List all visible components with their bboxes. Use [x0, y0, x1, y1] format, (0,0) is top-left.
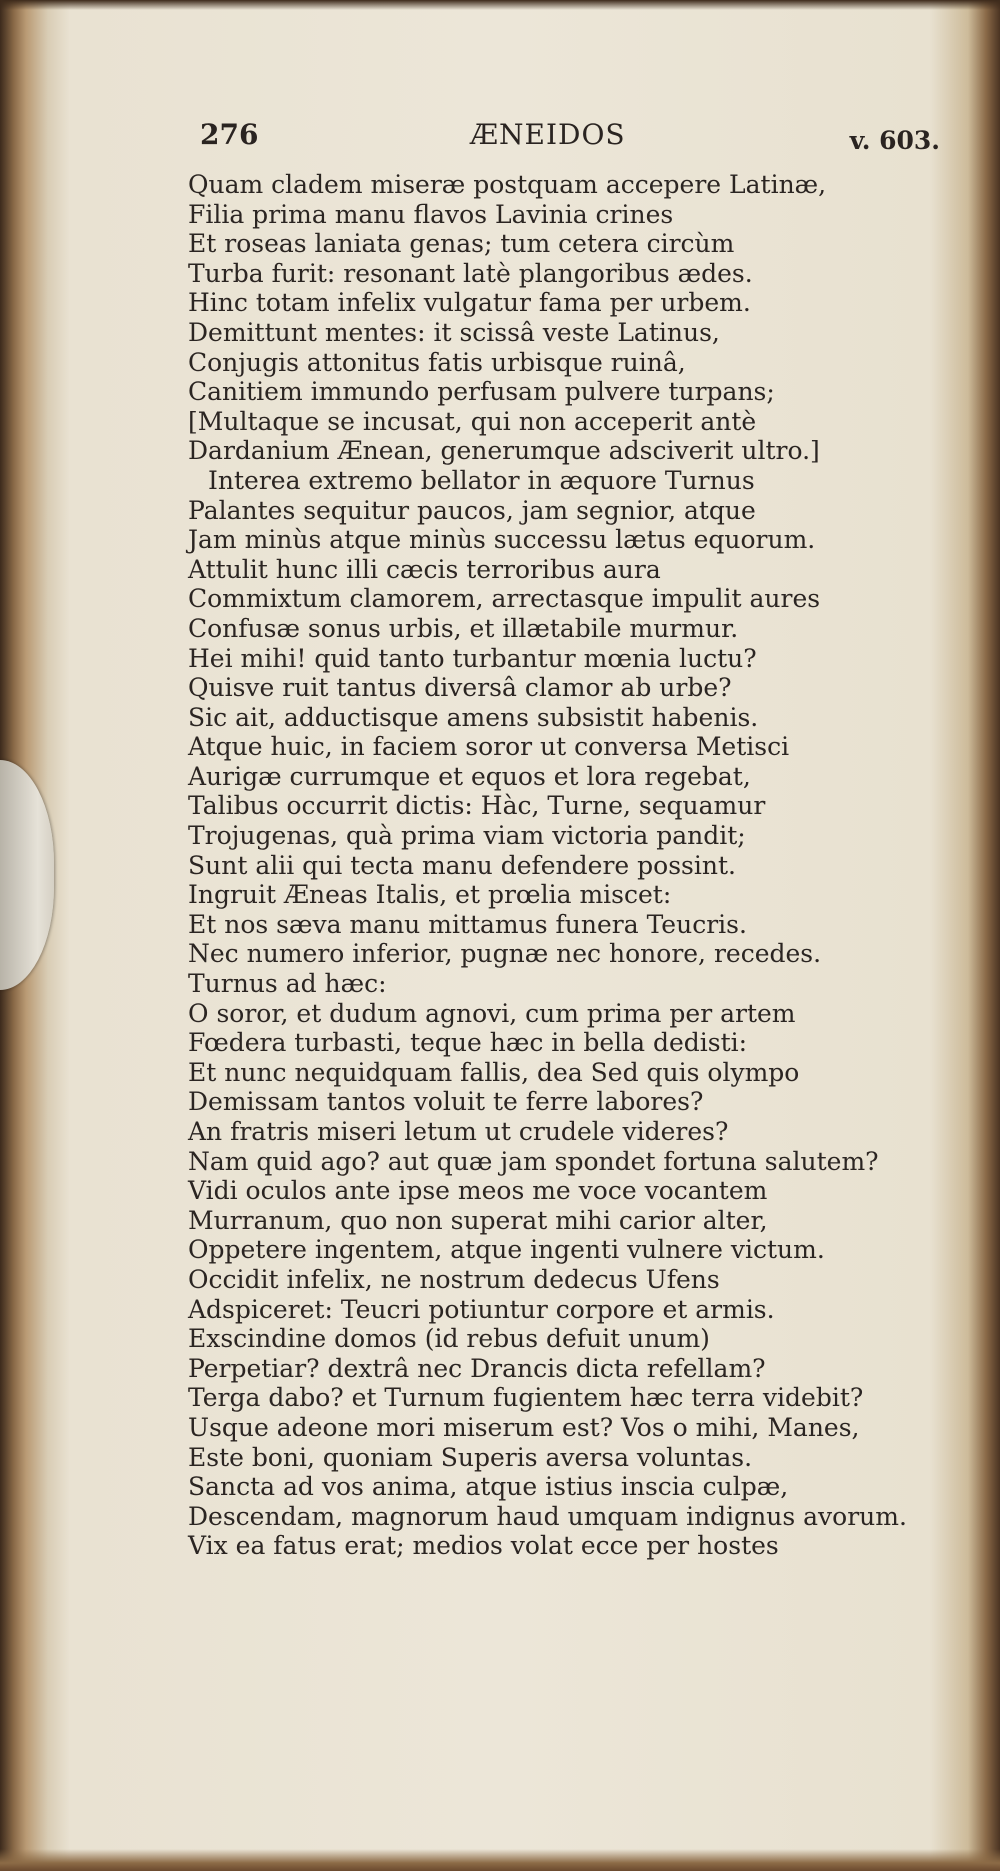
verse-line: Atque huic, in faciem soror ut conversa Metisci	[188, 732, 790, 762]
verse-line: Demissam tantos voluit te ferre labores?	[188, 1087, 704, 1117]
verse-line: Sancta ad vos anima, atque istius inscia culpæ,	[188, 1472, 789, 1502]
verse-line: Descendam, magnorum haud umquam indignus avorum.	[188, 1501, 907, 1531]
verse-line: Talibus occurrit dictis: Hàc, Turne, sequamur	[188, 791, 766, 821]
verse-line: Oppetere ingentem, atque ingenti vulnere victum.	[188, 1235, 825, 1265]
page-number: 276	[200, 118, 259, 151]
verse-line: Nec numero inferior, pugnæ nec honore, recedes.	[188, 939, 822, 969]
running-title: ÆNEIDOS	[470, 118, 626, 151]
verse-line: Demittunt mentes: it scissâ veste Latinus,	[188, 317, 720, 347]
verse-line: Hinc totam infelix vulgatur fama per urbem.	[188, 288, 751, 318]
verse-line: Interea extremo bellator in æquore Turnus	[208, 465, 755, 495]
verse-line: Attulit hunc illi cæcis terroribus aura	[188, 554, 661, 584]
verse-line: Hei mihi! quid tanto turbantur mœnia luctu?	[188, 643, 757, 673]
verse-line: Quisve ruit tantus diversâ clamor ab urbe?	[188, 673, 732, 703]
verse-line: Et nunc nequidquam fallis, dea Sed quis olympo	[188, 1057, 800, 1087]
page-top-edge	[0, 0, 1000, 10]
verse-line: Vidi oculos ante ipse meos me voce vocantem	[188, 1176, 768, 1206]
verse-line: Turba furit: resonant latè plangoribus ædes.	[188, 258, 753, 288]
verse-line: O soror, et dudum agnovi, cum prima per artem	[188, 998, 796, 1028]
verse-line: Conjugis attonitus fatis urbisque ruinâ,	[188, 347, 686, 377]
verse-line: Trojugenas, quà prima viam victoria pandit;	[188, 821, 746, 851]
verse-line: Sic ait, adductisque amens subsistit habenis.	[188, 702, 759, 732]
verse-line: Este boni, quoniam Superis aversa voluntas.	[188, 1442, 753, 1472]
verse-line: Murranum, quo non superat mihi carior alter,	[188, 1205, 768, 1235]
verse-line: Usque adeone mori miserum est? Vos o mihi, Manes,	[188, 1412, 860, 1442]
verse-line: Sunt alii qui tecta manu defendere possint.	[188, 850, 736, 880]
verse-text-block	[188, 170, 948, 1561]
verse-line: Exscindine domos (id rebus defuit unum)	[188, 1324, 710, 1354]
verse-line: Adspiceret: Teucri potiuntur corpore et armis.	[188, 1294, 775, 1324]
verse-line: An fratris miseri letum ut crudele videres?	[188, 1117, 729, 1146]
verse-line: Terga dabo? et Turnum fugientem hæc terra videbit?	[188, 1383, 864, 1413]
verse-line: Quam cladem miseræ postquam accepere Latinæ,	[188, 170, 827, 199]
verse-line: Canitiem immundo perfusam pulvere turpans;	[188, 377, 775, 407]
verse-line: Ingruit Æneas Italis, et prœlia miscet:	[188, 880, 672, 910]
verse-line: Vix ea fatus erat; medios volat ecce per hostes	[188, 1531, 779, 1561]
verse-line: Et roseas laniata genas; tum cetera circùm	[188, 229, 735, 259]
verse-line: Palantes sequitur paucos, jam segnior, atque	[188, 495, 756, 525]
verse-line: Confusæ sonus urbis, et illætabile murmur.	[188, 613, 739, 643]
verse-line: Filia prima manu flavos Lavinia crines	[188, 199, 674, 229]
verse-line: Aurigæ currumque et equos et lora regebat,	[188, 761, 751, 791]
verse-line: Dardanium Ænean, generumque adsciverit ultro.]	[188, 436, 820, 466]
verse-line: Jam minùs atque minùs successu lætus equorum.	[188, 525, 816, 555]
thumb-index-tab	[0, 760, 54, 990]
verse-line: Perpetiar? dextrâ nec Drancis dicta refellam?	[188, 1353, 766, 1383]
verse-reference: v. 603.	[849, 126, 940, 155]
page-bottom-edge	[0, 1849, 1000, 1871]
verse-line: [Multaque se incusat, qui non acceperit antè	[188, 406, 757, 436]
verse-line: Commixtum clamorem, arrectasque impulit aures	[188, 584, 821, 614]
verse-line: Turnus ad hæc:	[188, 969, 387, 999]
page-header	[200, 118, 940, 158]
verse-line: Fœdera turbasti, teque hæc in bella dedisti:	[188, 1028, 748, 1058]
verse-line: Nam quid ago? aut quæ jam spondet fortuna salutem?	[188, 1146, 879, 1176]
verse-line: Et nos sæva manu mittamus funera Teucris.	[188, 909, 747, 939]
verse-line: Occidit infelix, ne nostrum dedecus Ufens	[188, 1264, 720, 1294]
